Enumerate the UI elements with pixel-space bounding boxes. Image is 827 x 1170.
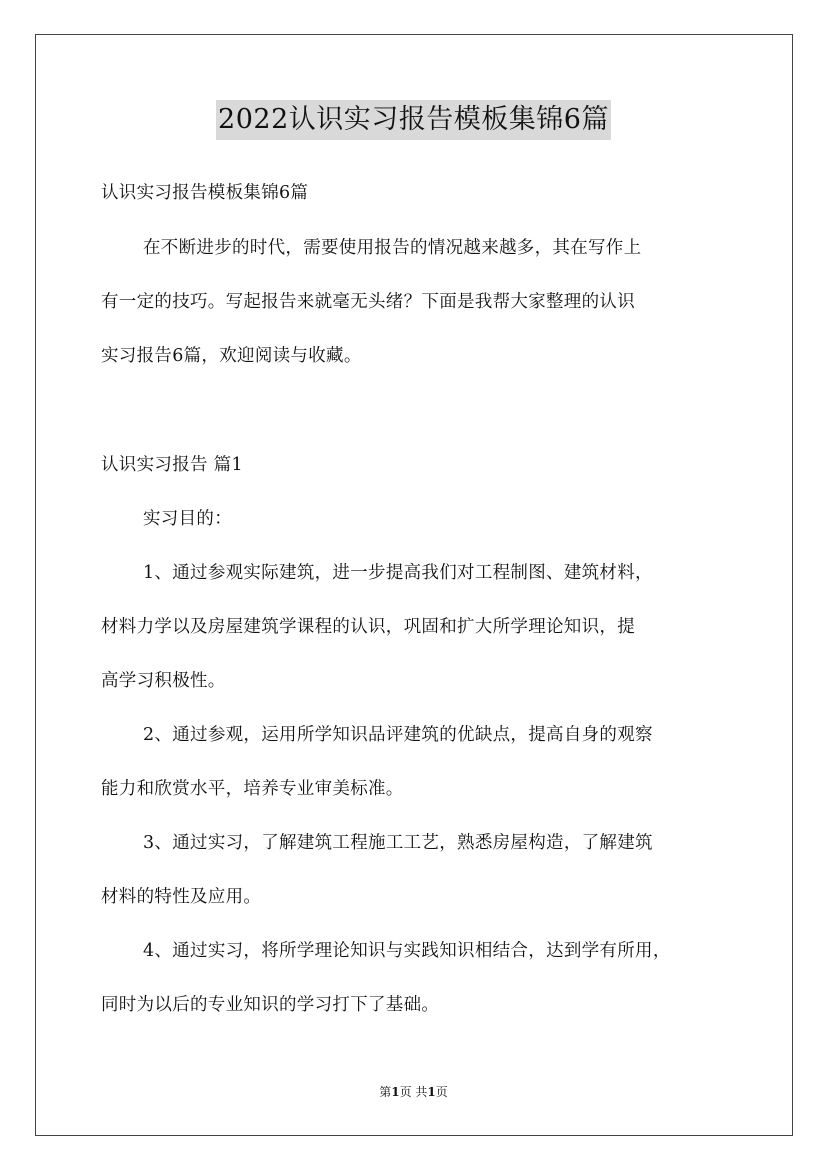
page-footer: [0, 1084, 827, 1100]
purpose-label: 实习目的：: [143, 509, 232, 529]
item-line-2: 材料力学以及房屋建筑学课程的认识，巩固和扩大所学理论知识，提: [101, 617, 635, 637]
footer-current-page: 1: [391, 1085, 400, 1099]
item-line-6: 3、通过实习，了解建筑工程施工工艺，熟悉房屋构造，了解建筑: [143, 833, 653, 853]
item-line-5: 能力和欣赏水平，培养专业审美标准。: [101, 779, 404, 799]
item-line-8: 4、通过实习，将所学理论知识与实践知识相结合，达到学有所用，: [143, 941, 671, 961]
item-line-7: 材料的特性及应用。: [101, 887, 262, 907]
document-title: 2022认识实习报告模板集锦6篇: [216, 100, 611, 140]
title-container: [0, 100, 827, 140]
footer-mid: 页 共: [399, 1085, 428, 1099]
item-line-3: 高学习积极性。: [101, 671, 226, 691]
footer-total-pages: 1: [427, 1085, 436, 1099]
intro-line-3: 实习报告6篇，欢迎阅读与收藏。: [101, 346, 362, 366]
intro-line-2: 有一定的技巧。写起报告来就毫无头绪？下面是我帮大家整理的认识: [101, 292, 635, 312]
subtitle: 认识实习报告模板集锦6篇: [101, 183, 309, 203]
item-line-4: 2、通过参观，运用所学知识品评建筑的优缺点，提高自身的观察: [143, 725, 653, 745]
footer-suffix: 页: [435, 1085, 448, 1099]
footer-prefix: 第: [379, 1085, 392, 1099]
intro-line-1: 在不断进步的时代，需要使用报告的情况越来越多，其在写作上: [143, 238, 642, 258]
item-line-9: 同时为以后的专业知识的学习打下了基础。: [101, 995, 440, 1015]
section-heading: 认识实习报告 篇1: [101, 455, 243, 475]
item-line-1: 1、通过参观实际建筑，进一步提高我们对工程制图、建筑材料，: [143, 563, 653, 583]
